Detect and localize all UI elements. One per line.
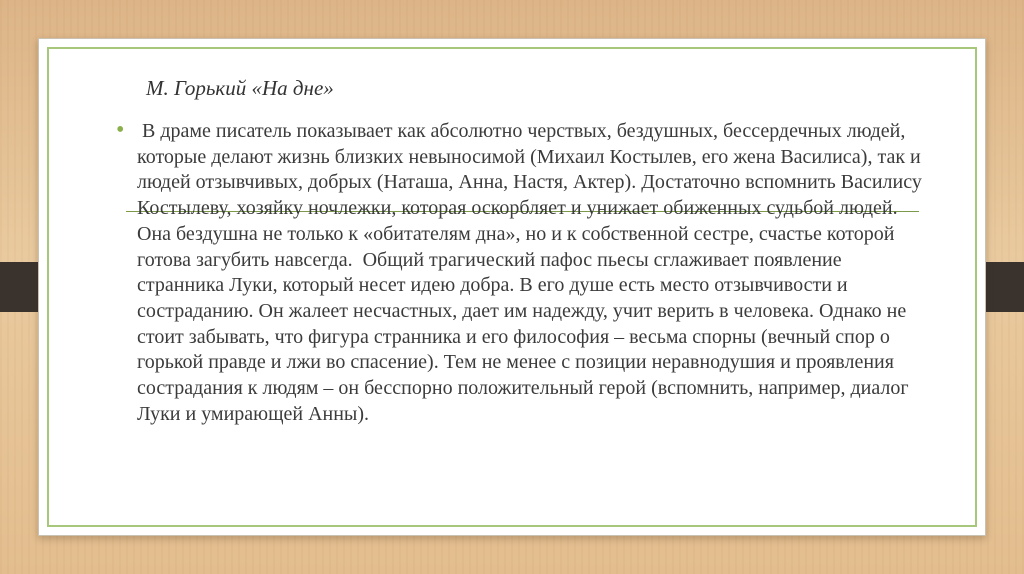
body-text: В драме писатель показывает как абсолютно черствых, бездушных, бессердечных людей, которые делают жизнь близких невыносимой (Михаил Костылев, его жена Василиса), так и людей отзывчивых, добрых (Наташа, Анна, Настя, Актер). Достаточно вспомнить Василису Костылеву, хозяйку ночлежки, которая оскорбляет и унижает обиженных судьбой людей. Она бездушна не только к «обитателям дна», но и к собственной сестре, счастье которой готова загубить навсегда. Общий трагический пафос пьесы сглаживает появление странника Луки, который несет идею добра. В его душе есть место отзывчивости и состраданию. Он жалеет несчастных, дает им надежду, учит верить в человека. Однако не стоит забывать, что фигура странника и его философия – весьма спорны (вечный спор о горькой правде и лжи во спасение). Тем не менее с позиции неравнодушия и проявления сострадания к людям – он бесспорно положительный герой (вспомнить, например, диалог Луки и умирающей Анны). [137,120,927,425]
slide-title: М. Горький «На дне» [146,76,334,100]
bullet-dot-icon: • [116,117,125,143]
slide-frame [47,47,977,527]
slide [38,38,986,536]
slide-content [116,117,927,427]
